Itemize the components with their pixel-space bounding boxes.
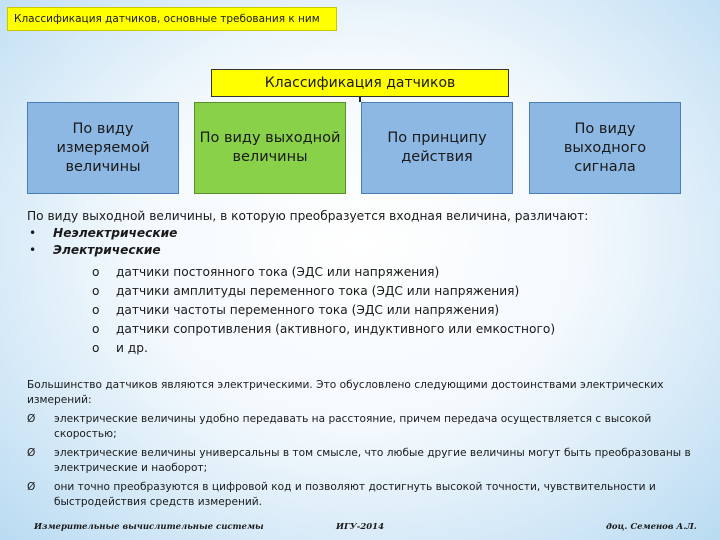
sub-mark: o: [92, 341, 100, 355]
footer-center: ИГУ-2014: [336, 522, 384, 532]
bullet-mark: •: [29, 226, 37, 240]
category-label: По виду измеряемой величины: [56, 120, 150, 175]
bullet-mark: •: [29, 243, 37, 257]
slide-title: Классификация датчиков, основные требования к ним: [14, 13, 320, 25]
sub-text: датчики постоянного тока (ЭДС или напряжения): [116, 265, 440, 279]
sub-item: [92, 302, 499, 319]
sub-mark: o: [92, 265, 100, 279]
slide-title-banner: [7, 7, 337, 31]
advantages-intro-text: Большинство датчиков являются электрическими. Это обусловлено следующими достоинствами электрических измерений:: [27, 379, 664, 406]
sub-item: [92, 321, 555, 338]
bullet-non-electric: [29, 225, 177, 242]
bullet-text: Электрические: [53, 243, 161, 257]
advantage-item: [27, 412, 695, 441]
arrow-mark: Ø: [27, 447, 36, 459]
footer-right: доц. Семенов А.Л.: [606, 522, 697, 532]
advantage-text: электрические величины удобно передавать на расстояние, причем передача осуществляется с высокой скоростью;: [54, 413, 652, 440]
category-label: По виду выходного сигнала: [563, 120, 647, 175]
advantage-text: они точно преобразуются в цифровой код и позволяют достигнуть высокой точности, чувствительности и быстродействия средств измерений.: [54, 481, 656, 508]
advantage-item: [27, 446, 695, 475]
category-box-measured: [27, 102, 179, 194]
sub-item: [92, 264, 439, 281]
bullet-text: Неэлектрические: [53, 226, 178, 240]
classification-root-label: Классификация датчиков: [264, 75, 456, 91]
arrow-mark: Ø: [27, 481, 36, 493]
classification-root-box: [211, 69, 509, 97]
category-box-principle: [361, 102, 513, 194]
category-box-output-signal: [529, 102, 681, 194]
intro-text: По виду выходной величины, в которую преобразуется входная величина, различают:: [27, 209, 589, 223]
advantage-item: [27, 480, 695, 509]
sub-item: [92, 340, 148, 357]
category-label: По виду выходной величины: [199, 130, 341, 165]
sub-mark: o: [92, 303, 100, 317]
sub-item: [92, 283, 519, 300]
arrow-mark: Ø: [27, 413, 36, 425]
sub-text: и др.: [116, 341, 148, 355]
advantages-intro: [27, 378, 695, 407]
sub-text: датчики частоты переменного тока (ЭДС или напряжения): [116, 303, 500, 317]
footer-left: Измерительные вычислительные системы: [34, 522, 264, 532]
sub-text: датчики амплитуды переменного тока (ЭДС или напряжения): [116, 284, 520, 298]
category-label: По принципу действия: [387, 130, 487, 165]
bullet-electric: [29, 242, 161, 259]
advantage-text: электрические величины универсальны в том смысле, что любые другие величины могут быть преобразованы в электрические и наоборот;: [54, 447, 691, 474]
sub-mark: o: [92, 284, 100, 298]
category-box-output-quantity: [194, 102, 346, 194]
sub-mark: o: [92, 322, 100, 336]
sub-text: датчики сопротивления (активного, индуктивного или емкостного): [116, 322, 556, 336]
intro-paragraph: [27, 208, 588, 225]
